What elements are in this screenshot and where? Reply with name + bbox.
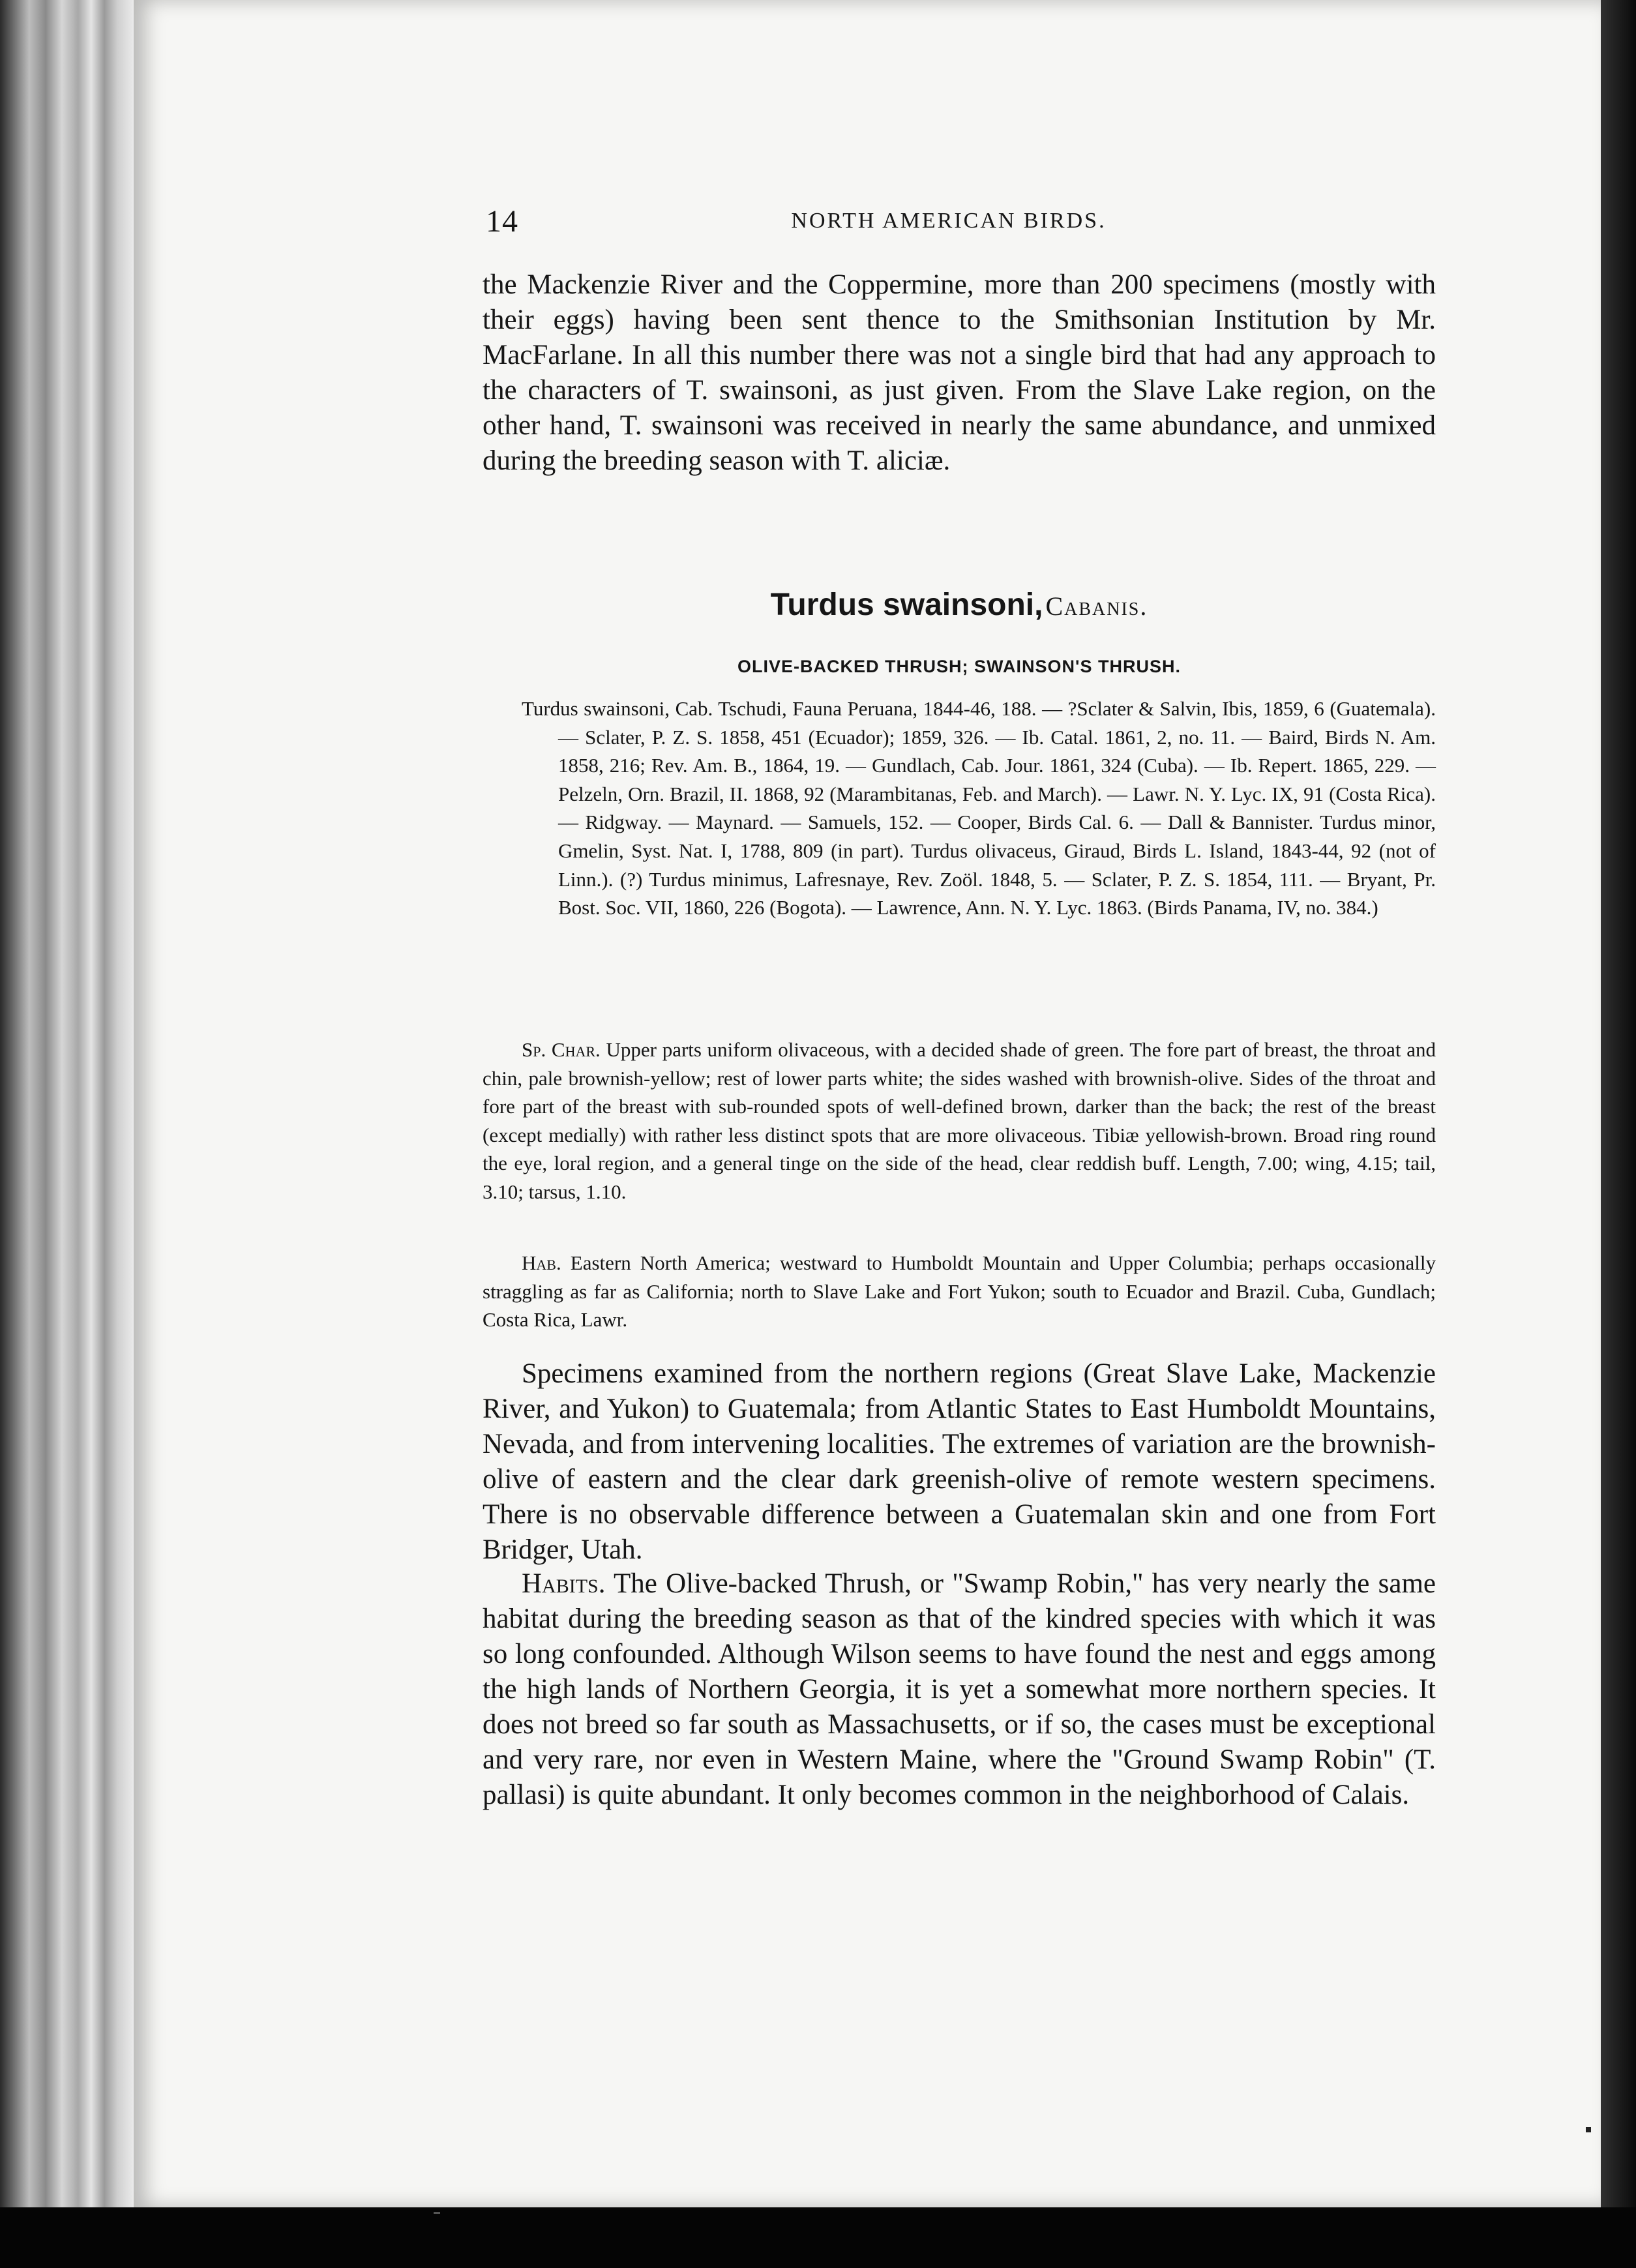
habitat-block bbox=[483, 1249, 1436, 1334]
species-common-name: OLIVE-BACKED THRUSH; SWAINSON'S THRUSH. bbox=[737, 657, 1181, 676]
sp-char-label: Sp. Char. bbox=[522, 1038, 601, 1061]
specific-characters bbox=[483, 1036, 1436, 1206]
scan-speck bbox=[434, 2212, 440, 2214]
page-number: 14 bbox=[486, 204, 518, 239]
sp-char-text: Upper parts uniform olivaceous, with a decided shade of green. The fore part of breast, the throat and chin, pale brownish-yellow; rest of lower parts white; the sides washed with brownish-olive. Sides of the throat and fore part of the breast with sub-rounded spots of well-defined brown, darker than the back; the rest of the breast (except medially) with rather less distinct spots that are more olivaceous. Tibiæ yellowish-brown. Broad ring round the eye, loral region, and a general tinge on the side of the head, clear reddish buff. Length, 7.00; wing, 4.15; tail, 3.10; tarsus, 1.10. bbox=[483, 1038, 1436, 1203]
running-title: NORTH AMERICAN BIRDS. bbox=[791, 209, 1107, 233]
specimens-paragraph: Specimens examined from the northern regions (Great Slave Lake, Mackenzie River, and Yukon) to Guatemala; from Atlantic States to East Humboldt Mountains, Nevada, and from intervening localities. The extremes of variation are the brownish-olive of eastern and the clear dark greenish-olive of remote western specimens. There is no observable difference between a Guatemalan skin and one from Fort Bridger, Utah. bbox=[483, 1358, 1436, 1565]
page-bottom-edge bbox=[0, 2207, 1636, 2268]
habits-text: The Olive-backed Thrush, or "Swamp Robin," has very nearly the same habitat during the breeding season as that of the kindred species with which it was so long confounded. Although Wilson seems to have found the nest and eggs among the high lands of Northern Georgia, it is yet a somewhat more northern species. It does not breed so far south as Massachusetts, or if so, the cases must be exceptional and very rare, nor even in Western Maine, where the "Ground Swamp Robin" (T. pallasi) is quite abundant. It only becomes common in the neighborhood of Calais. bbox=[483, 1568, 1436, 1810]
synonymy-block: Turdus swainsoni, Cab. Tschudi, Fauna Peruana, 1844-46, 188. — ?Sclater & Salvin, Ibis, 1859, 6 (Guatemala). — Sclater, P. Z. S. 1858, 451 (Ecuador); 1859, 326. — Ib. Catal. 1861, 2, no. 11. — Baird, Birds N. Am. 1858, 216; Rev. Am. B., 1864, 19. — Gundlach, Cab. Jour. 1861, 324 (Cuba). — Ib. Repert. 1865, 229. — Pelzeln, Orn. Brazil, II. 1868, 92 (Marambitanas, Feb. and March). — Lawr. N. Y. Lyc. IX, 91 (Costa Rica). — Ridgway. — Maynard. — Samuels, 152. — Cooper, Birds Cal. 6. — Dall & Bannister. Turdus minor, Gmelin, Syst. Nat. I, 1788, 809 (in part). Turdus olivaceus, Giraud, Birds L. Island, 1843-44, 92 (not of Linn.). (?) Turdus minimus, Lafresnaye, Rev. Zoöl. 1848, 5. — Sclater, P. Z. S. 1854, 111. — Bryant, Pr. Bost. Soc. VII, 1860, 226 (Bogota). — Lawrence, Ann. N. Y. Lyc. 1863. (Birds Panama, IV, no. 384.) bbox=[522, 697, 1436, 919]
hab-text: Eastern North America; westward to Humboldt Mountain and Upper Columbia; perhaps occasionally straggling as far as California; north to Slave Lake and Fort Yukon; south to Ecuador and Brazil. Cuba, Gundlach; Costa Rica, Lawr. bbox=[483, 1251, 1436, 1332]
habits-label: Habits. bbox=[522, 1568, 606, 1599]
running-head bbox=[486, 203, 1412, 243]
species-scientific-name: Turdus swainsoni, bbox=[770, 588, 1043, 622]
book-binding-gutter bbox=[0, 0, 137, 2207]
hab-label: Hab. bbox=[522, 1251, 561, 1274]
species-authority: Cabanis. bbox=[1045, 591, 1148, 621]
page-right-edge bbox=[1601, 0, 1636, 2268]
scan-speck bbox=[1586, 2127, 1591, 2132]
species-heading bbox=[483, 587, 1436, 623]
continued-paragraph: the Mackenzie River and the Coppermine, more than 200 specimens (mostly with their eggs) having been sent thence to the Smithsonian Institution by Mr. MacFarlane. In all this number there was not a single bird that had any approach to the characters of T. swainsoni, as just given. From the Slave Lake region, on the other hand, T. swainsoni was received in nearly the same abundance, and unmixed during the breeding season with T. aliciæ. bbox=[483, 269, 1436, 476]
habits-paragraph bbox=[483, 1566, 1436, 1813]
